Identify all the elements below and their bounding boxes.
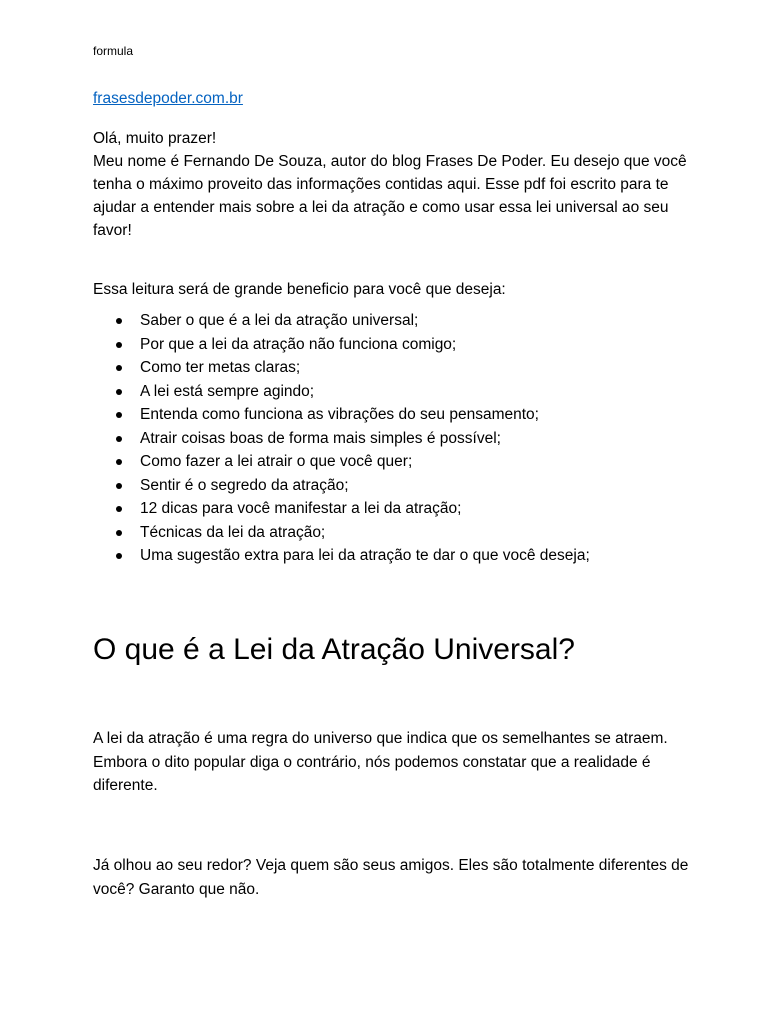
list-item	[93, 333, 713, 357]
bullet-icon	[116, 506, 122, 512]
list-item-text: Atrair coisas boas de forma mais simples é possível;	[140, 429, 501, 447]
body-paragraph: Já olhou ao seu redor? Veja quem são seus amigos. Eles são totalmente diferentes de você? Garanto que não.	[93, 857, 689, 898]
list-item	[93, 544, 713, 568]
list-item	[93, 497, 713, 521]
bullet-icon	[116, 553, 122, 559]
bullet-icon	[116, 483, 122, 489]
list-item	[93, 474, 713, 498]
greeting: Olá, muito prazer!	[93, 130, 217, 147]
page-header: formula	[93, 44, 134, 58]
bullet-icon	[116, 365, 122, 371]
list-item-text: Técnicas da lei da atração;	[140, 523, 326, 541]
list-item-text: Como ter metas claras;	[140, 359, 301, 376]
bullet-icon	[116, 436, 122, 442]
intro-paragraph: Meu nome é Fernando De Souza, autor do blog Frases De Poder. Eu desejo que você tenha o máximo proveito das informações contidas aqui. Esse pdf foi escrito para te ajudar a entender mais sobre a lei da atração e como usar essa lei universal ao seu favor!	[93, 153, 687, 239]
intro-section	[93, 127, 693, 242]
list-item-text: Uma sugestão extra para lei da atração te dar o que você deseja;	[140, 547, 590, 564]
list-item	[93, 309, 713, 333]
bullet-icon	[116, 389, 122, 395]
list-item	[93, 380, 713, 404]
list-item	[93, 521, 713, 545]
body-paragraph: A lei da atração é uma regra do universo que indica que os semelhantes se atraem. Embora o dito popular diga o contrário, nós podemos constatar que a realidade é diferente.	[93, 730, 668, 794]
list-item-text: 12 dicas para você manifestar a lei da atração;	[140, 500, 462, 517]
list-item	[93, 450, 713, 474]
bullet-list-lead: Essa leitura será de grande beneficio para você que deseja:	[93, 281, 506, 298]
benefits-list	[93, 309, 713, 568]
list-item-text: A lei está sempre agindo;	[140, 382, 315, 400]
list-item	[93, 427, 713, 451]
list-item	[93, 356, 713, 380]
bullet-icon	[116, 342, 122, 348]
site-link[interactable]: frasesdepoder.com.br	[93, 90, 243, 107]
list-item-text: Sentir é o segredo da atração;	[140, 476, 349, 494]
bullet-icon	[116, 412, 122, 418]
list-item	[93, 403, 713, 427]
bullet-icon	[116, 318, 122, 324]
list-item-text: Entenda como funciona as vibrações do seu pensamento;	[140, 406, 539, 423]
bullet-icon	[116, 459, 122, 465]
section-heading: O que é a Lei da Atração Universal?	[93, 633, 575, 666]
bullet-icon	[116, 530, 122, 536]
list-item-text: Como fazer a lei atrair o que você quer;	[140, 453, 413, 470]
list-item-text: Por que a lei da atração não funciona comigo;	[140, 335, 457, 353]
list-item-text: Saber o que é a lei da atração universal;	[140, 312, 419, 329]
